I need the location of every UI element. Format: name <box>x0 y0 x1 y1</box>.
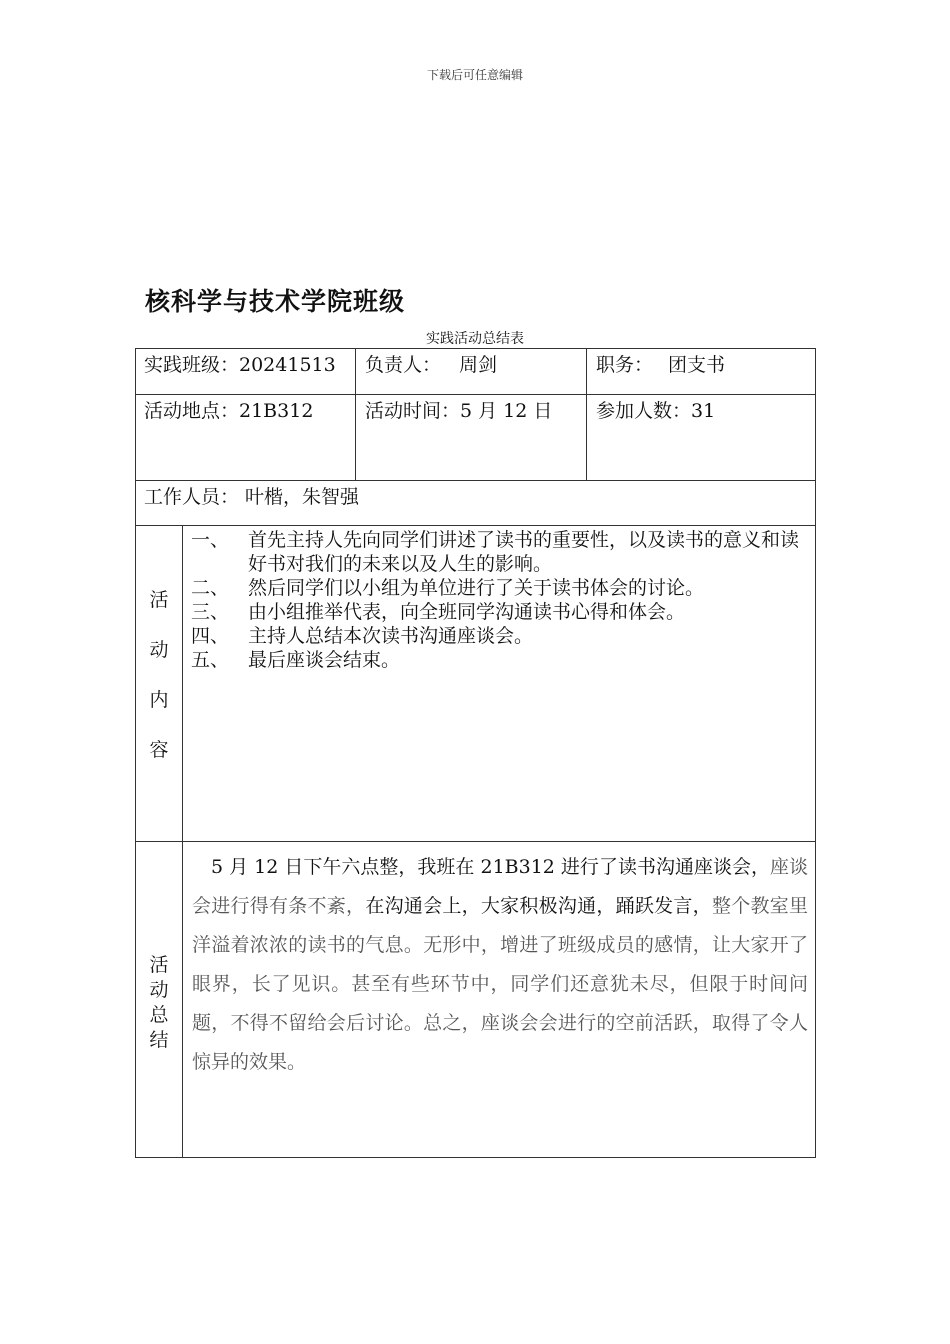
leader-value: 周剑 <box>459 354 498 376</box>
content-label-char: 内 <box>149 689 169 711</box>
list-item-number: 五、 <box>191 649 230 671</box>
list-item <box>191 600 811 624</box>
summary-text <box>192 848 808 1082</box>
content-list <box>191 528 811 672</box>
page-title: 核科学与技术学院班级 <box>145 287 406 316</box>
table-subtitle: 实践活动总结表 <box>426 331 524 347</box>
content-label-char: 容 <box>149 739 169 761</box>
list-item-number: 三、 <box>191 601 230 623</box>
list-item <box>191 528 811 576</box>
list-item-number: 二、 <box>191 577 230 599</box>
list-item-text: 由小组推举代表，向全班同学沟通读书心得和体会。 <box>248 601 686 623</box>
list-item-number: 一、 <box>191 529 230 551</box>
summary-label-char: 动 <box>149 979 169 1001</box>
list-item-text: 主持人总结本次读书沟通座谈会。 <box>248 625 534 647</box>
summary-label-char: 活 <box>149 954 169 976</box>
class-label: 实践班级：20241513 <box>144 354 336 376</box>
summary-label-char: 结 <box>149 1029 169 1051</box>
header-note: 下载后可任意编辑 <box>426 68 523 82</box>
summary-part: 座谈会进行得有条不紊， <box>192 856 808 917</box>
list-item-text: 然后同学们以小组为单位进行了关于读书体会的讨论。 <box>248 577 705 599</box>
staff-label: 工作人员： 叶楷，朱智强 <box>144 486 360 508</box>
list-item-number: 四、 <box>191 625 230 647</box>
content-label-cell <box>135 525 183 842</box>
position-value: 团支书 <box>668 354 726 376</box>
location-label: 活动地点：21B312 <box>144 400 314 422</box>
list-item <box>191 624 811 648</box>
content-label-char: 活 <box>149 589 169 611</box>
list-item-text: 首先主持人先向同学们讲述了读书的重要性，以及读书的意义和读好书对我们的未来以及人生的影响。 <box>248 529 800 575</box>
leader-label: 负责人： <box>365 354 442 376</box>
position-label: 职务： <box>596 354 654 376</box>
summary-part: 在沟通会上，大家积极沟通，踊跃发言， <box>365 895 712 917</box>
time-label: 活动时间：5 月 12 日 <box>365 400 553 422</box>
participants-label: 参加人数：31 <box>596 400 716 422</box>
content-label-char: 动 <box>149 639 169 661</box>
summary-part: 5 月 12 日下午六点整，我班在 21B312 进行了读书沟通座谈会， <box>211 856 770 878</box>
summary-label-char: 总 <box>149 1004 169 1026</box>
summary-part: 整个教室里洋溢着浓浓的读书的气息。无形中，增进了班级成员的感情，让大家开了眼界，长了见识。甚至有些环节中，同学们还意犹未尽，但限于时间问题，不得不留给会后讨论。总之，座谈会会进行的空前活跃，取得了令人惊异的效果。 <box>192 895 808 1073</box>
list-item <box>191 576 811 600</box>
list-item-text: 最后座谈会结束。 <box>248 649 401 671</box>
list-item <box>191 648 811 672</box>
